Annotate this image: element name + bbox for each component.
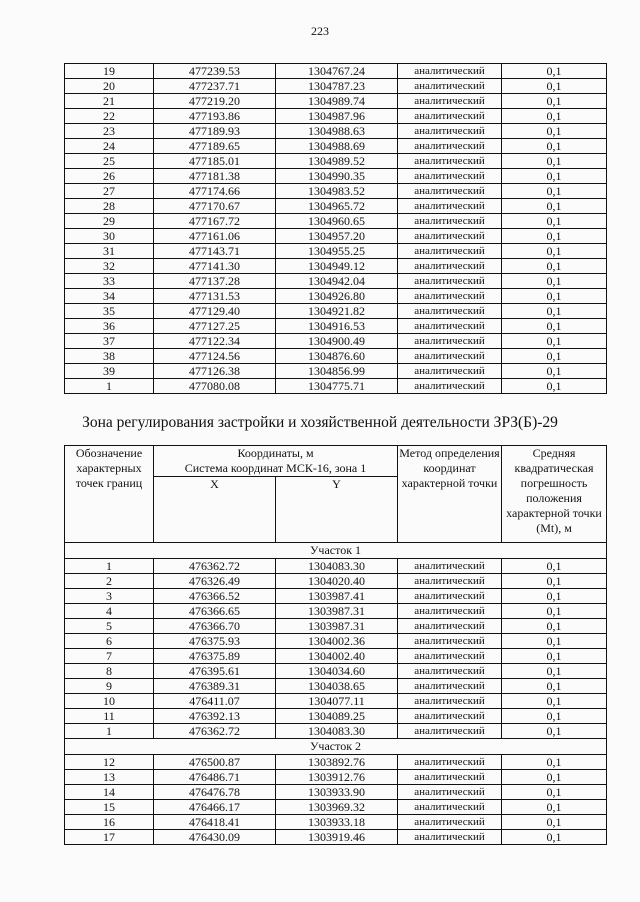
header-accuracy: Средняя квадратическая погрешность положения характерной точки (Mt), м (502, 446, 607, 543)
coord-y: 1304038.65 (276, 679, 398, 694)
table-row (65, 574, 607, 589)
accuracy: 0,1 (502, 64, 607, 79)
coord-y: 1304957.20 (276, 229, 398, 244)
coord-y: 1304942.04 (276, 274, 398, 289)
coord-x: 476375.89 (154, 649, 276, 664)
coord-x: 476411.07 (154, 694, 276, 709)
section-row (65, 543, 607, 559)
table-row (65, 304, 607, 319)
coord-y: 1304077.11 (276, 694, 398, 709)
section-title: Зона регулирования застройки и хозяйственной деятельности ЗРЗ(Б)-29 (82, 414, 558, 431)
point-number: 13 (65, 770, 154, 785)
coord-y: 1304989.52 (276, 154, 398, 169)
table-row (65, 364, 607, 379)
accuracy: 0,1 (502, 589, 607, 604)
method: аналитический (398, 229, 502, 244)
method: аналитический (398, 139, 502, 154)
coord-x: 477167.72 (154, 214, 276, 229)
method: аналитический (398, 304, 502, 319)
page-number: 223 (311, 24, 329, 38)
method: аналитический (398, 184, 502, 199)
table-row (65, 589, 607, 604)
method: аналитический (398, 679, 502, 694)
method: аналитический (398, 589, 502, 604)
method: аналитический (398, 349, 502, 364)
coord-y: 1304926.80 (276, 289, 398, 304)
method: аналитический (398, 574, 502, 589)
table-row (65, 274, 607, 289)
coord-x: 476395.61 (154, 664, 276, 679)
accuracy: 0,1 (502, 154, 607, 169)
point-number: 17 (65, 830, 154, 845)
header-x-blank (154, 492, 276, 543)
coord-y: 1304955.25 (276, 244, 398, 259)
accuracy: 0,1 (502, 770, 607, 785)
point-number: 20 (65, 79, 154, 94)
point-number: 1 (65, 724, 154, 739)
header-coordinates-system: Система координат МСК-16, зона 1 (184, 461, 367, 475)
point-number: 9 (65, 679, 154, 694)
coord-x: 476375.93 (154, 634, 276, 649)
method: аналитический (398, 755, 502, 770)
coord-y: 1303912.76 (276, 770, 398, 785)
accuracy: 0,1 (502, 604, 607, 619)
method: аналитический (398, 319, 502, 334)
accuracy: 0,1 (502, 559, 607, 574)
coord-y: 1304856.99 (276, 364, 398, 379)
point-number: 10 (65, 694, 154, 709)
header-y-blank (276, 492, 398, 543)
accuracy: 0,1 (502, 800, 607, 815)
coord-y: 1304083.30 (276, 724, 398, 739)
point-number: 21 (65, 94, 154, 109)
coord-y: 1304989.74 (276, 94, 398, 109)
accuracy: 0,1 (502, 785, 607, 800)
coord-y: 1304916.53 (276, 319, 398, 334)
accuracy: 0,1 (502, 199, 607, 214)
point-number: 11 (65, 709, 154, 724)
point-number: 38 (65, 349, 154, 364)
point-number: 1 (65, 559, 154, 574)
point-number: 5 (65, 619, 154, 634)
point-number: 32 (65, 259, 154, 274)
method: аналитический (398, 259, 502, 274)
accuracy: 0,1 (502, 139, 607, 154)
accuracy: 0,1 (502, 94, 607, 109)
point-number: 35 (65, 304, 154, 319)
table-row (65, 724, 607, 739)
method: аналитический (398, 364, 502, 379)
method: аналитический (398, 379, 502, 394)
table-row (65, 770, 607, 785)
coord-y: 1304990.35 (276, 169, 398, 184)
point-number: 26 (65, 169, 154, 184)
point-number: 37 (65, 334, 154, 349)
point-number: 39 (65, 364, 154, 379)
coord-y: 1304965.72 (276, 199, 398, 214)
table-row (65, 214, 607, 229)
accuracy: 0,1 (502, 79, 607, 94)
coord-x: 476362.72 (154, 559, 276, 574)
coord-x: 477143.71 (154, 244, 276, 259)
table-row (65, 634, 607, 649)
table-row (65, 109, 607, 124)
accuracy: 0,1 (502, 214, 607, 229)
coord-x: 476362.72 (154, 724, 276, 739)
point-number: 3 (65, 589, 154, 604)
point-number: 12 (65, 755, 154, 770)
method: аналитический (398, 274, 502, 289)
coord-x: 476476.78 (154, 785, 276, 800)
coord-x: 477189.93 (154, 124, 276, 139)
coord-x: 477239.53 (154, 64, 276, 79)
accuracy: 0,1 (502, 229, 607, 244)
table-row (65, 229, 607, 244)
point-number: 14 (65, 785, 154, 800)
coord-y: 1304949.12 (276, 259, 398, 274)
table-row (65, 830, 607, 845)
coord-x: 476418.41 (154, 815, 276, 830)
accuracy: 0,1 (502, 755, 607, 770)
coord-y: 1304002.40 (276, 649, 398, 664)
accuracy: 0,1 (502, 184, 607, 199)
table-row (65, 649, 607, 664)
table-row (65, 334, 607, 349)
point-number: 19 (65, 64, 154, 79)
accuracy: 0,1 (502, 815, 607, 830)
coord-x: 476326.49 (154, 574, 276, 589)
coord-x: 476366.65 (154, 604, 276, 619)
coord-x: 477174.66 (154, 184, 276, 199)
accuracy: 0,1 (502, 334, 607, 349)
accuracy: 0,1 (502, 244, 607, 259)
method: аналитический (398, 64, 502, 79)
method: аналитический (398, 109, 502, 124)
table-row (65, 94, 607, 109)
accuracy: 0,1 (502, 319, 607, 334)
coord-x: 476392.13 (154, 709, 276, 724)
coord-y: 1304002.36 (276, 634, 398, 649)
coord-y: 1304020.40 (276, 574, 398, 589)
coord-x: 477170.67 (154, 199, 276, 214)
accuracy: 0,1 (502, 649, 607, 664)
table-row (65, 154, 607, 169)
coord-y: 1303987.31 (276, 619, 398, 634)
table-row (65, 815, 607, 830)
coord-x: 477193.86 (154, 109, 276, 124)
coord-x: 477237.71 (154, 79, 276, 94)
accuracy: 0,1 (502, 349, 607, 364)
method: аналитический (398, 694, 502, 709)
coord-x: 476500.87 (154, 755, 276, 770)
coord-y: 1304787.23 (276, 79, 398, 94)
point-number: 2 (65, 574, 154, 589)
table-row (65, 169, 607, 184)
header-coordinates (154, 446, 398, 477)
method: аналитический (398, 244, 502, 259)
table-row (65, 244, 607, 259)
point-number: 30 (65, 229, 154, 244)
table-row (65, 664, 607, 679)
coord-y: 1303969.32 (276, 800, 398, 815)
accuracy: 0,1 (502, 574, 607, 589)
point-number: 31 (65, 244, 154, 259)
point-number: 6 (65, 634, 154, 649)
accuracy: 0,1 (502, 694, 607, 709)
method: аналитический (398, 815, 502, 830)
header-x: X (154, 477, 276, 493)
accuracy: 0,1 (502, 364, 607, 379)
method: аналитический (398, 94, 502, 109)
coord-y: 1304089.25 (276, 709, 398, 724)
coord-y: 1303987.31 (276, 604, 398, 619)
coord-y: 1304921.82 (276, 304, 398, 319)
point-number: 7 (65, 649, 154, 664)
coord-y: 1303933.90 (276, 785, 398, 800)
point-number: 29 (65, 214, 154, 229)
accuracy: 0,1 (502, 124, 607, 139)
point-number: 8 (65, 664, 154, 679)
point-number: 16 (65, 815, 154, 830)
point-number: 22 (65, 109, 154, 124)
method: аналитический (398, 649, 502, 664)
accuracy: 0,1 (502, 709, 607, 724)
accuracy: 0,1 (502, 664, 607, 679)
point-number: 34 (65, 289, 154, 304)
accuracy: 0,1 (502, 619, 607, 634)
table-row (65, 349, 607, 364)
table-row (65, 785, 607, 800)
coord-y: 1304988.63 (276, 124, 398, 139)
table-row (65, 184, 607, 199)
coord-x: 477141.30 (154, 259, 276, 274)
point-number: 33 (65, 274, 154, 289)
method: аналитический (398, 124, 502, 139)
table-row (65, 800, 607, 815)
coord-y: 1303987.41 (276, 589, 398, 604)
method: аналитический (398, 79, 502, 94)
section-row (65, 739, 607, 755)
coord-x: 476466.17 (154, 800, 276, 815)
method: аналитический (398, 785, 502, 800)
coord-x: 477131.53 (154, 289, 276, 304)
table-row (65, 604, 607, 619)
coord-x: 477137.28 (154, 274, 276, 289)
table-row (65, 379, 607, 394)
point-number: 36 (65, 319, 154, 334)
accuracy: 0,1 (502, 830, 607, 845)
header-point-designation: Обозначение характерных точек границ (65, 446, 154, 543)
accuracy: 0,1 (502, 289, 607, 304)
method: аналитический (398, 199, 502, 214)
coord-x: 477189.65 (154, 139, 276, 154)
point-number: 27 (65, 184, 154, 199)
coord-y: 1304083.30 (276, 559, 398, 574)
accuracy: 0,1 (502, 304, 607, 319)
table-row (65, 694, 607, 709)
section-title-cell: Участок 1 (65, 543, 607, 559)
table-row (65, 709, 607, 724)
coordinates-table-zrz (64, 445, 607, 845)
coord-y: 1303892.76 (276, 755, 398, 770)
point-number: 25 (65, 154, 154, 169)
coord-x: 477185.01 (154, 154, 276, 169)
coord-y: 1304900.49 (276, 334, 398, 349)
coord-y: 1303919.46 (276, 830, 398, 845)
table-row (65, 199, 607, 214)
coord-y: 1303933.18 (276, 815, 398, 830)
table-row (65, 619, 607, 634)
table-row (65, 79, 607, 94)
accuracy: 0,1 (502, 109, 607, 124)
coord-y: 1304960.65 (276, 214, 398, 229)
method: аналитический (398, 214, 502, 229)
accuracy: 0,1 (502, 259, 607, 274)
accuracy: 0,1 (502, 679, 607, 694)
point-number: 4 (65, 604, 154, 619)
method: аналитический (398, 559, 502, 574)
coord-x: 477161.06 (154, 229, 276, 244)
accuracy: 0,1 (502, 379, 607, 394)
method: аналитический (398, 619, 502, 634)
coord-x: 476430.09 (154, 830, 276, 845)
coord-y: 1304034.60 (276, 664, 398, 679)
method: аналитический (398, 664, 502, 679)
coord-y: 1304983.52 (276, 184, 398, 199)
point-number: 15 (65, 800, 154, 815)
coord-x: 477129.40 (154, 304, 276, 319)
coord-x: 477080.08 (154, 379, 276, 394)
accuracy: 0,1 (502, 634, 607, 649)
method: аналитический (398, 709, 502, 724)
coord-y: 1304767.24 (276, 64, 398, 79)
point-number: 24 (65, 139, 154, 154)
table-row (65, 259, 607, 274)
coord-y: 1304987.96 (276, 109, 398, 124)
accuracy: 0,1 (502, 169, 607, 184)
coord-x: 477122.34 (154, 334, 276, 349)
method: аналитический (398, 830, 502, 845)
header-coordinates-title: Координаты, м (237, 446, 314, 460)
method: аналитический (398, 289, 502, 304)
coord-x: 476389.31 (154, 679, 276, 694)
table-row (65, 289, 607, 304)
coord-x: 477124.56 (154, 349, 276, 364)
method: аналитический (398, 154, 502, 169)
method: аналитический (398, 634, 502, 649)
table-row (65, 139, 607, 154)
coord-y: 1304988.69 (276, 139, 398, 154)
coord-x: 477181.38 (154, 169, 276, 184)
point-number: 23 (65, 124, 154, 139)
table-row (65, 755, 607, 770)
accuracy: 0,1 (502, 724, 607, 739)
header-method: Метод определения координат характерной точки (398, 446, 502, 543)
coord-y: 1304775.71 (276, 379, 398, 394)
table-row (65, 679, 607, 694)
point-number: 28 (65, 199, 154, 214)
method: аналитический (398, 334, 502, 349)
coord-x: 476366.52 (154, 589, 276, 604)
coord-x: 476366.70 (154, 619, 276, 634)
header-y: Y (276, 477, 398, 493)
section-title-cell: Участок 2 (65, 739, 607, 755)
table-row (65, 319, 607, 334)
point-number: 1 (65, 379, 154, 394)
coord-x: 477126.38 (154, 364, 276, 379)
method: аналитический (398, 604, 502, 619)
method: аналитический (398, 724, 502, 739)
accuracy: 0,1 (502, 274, 607, 289)
coord-x: 477127.25 (154, 319, 276, 334)
coordinates-table-continued (64, 63, 607, 394)
table-row (65, 559, 607, 574)
coord-x: 477219.20 (154, 94, 276, 109)
coord-y: 1304876.60 (276, 349, 398, 364)
coord-x: 476486.71 (154, 770, 276, 785)
method: аналитический (398, 800, 502, 815)
table-row (65, 124, 607, 139)
method: аналитический (398, 770, 502, 785)
table-row (65, 64, 607, 79)
method: аналитический (398, 169, 502, 184)
